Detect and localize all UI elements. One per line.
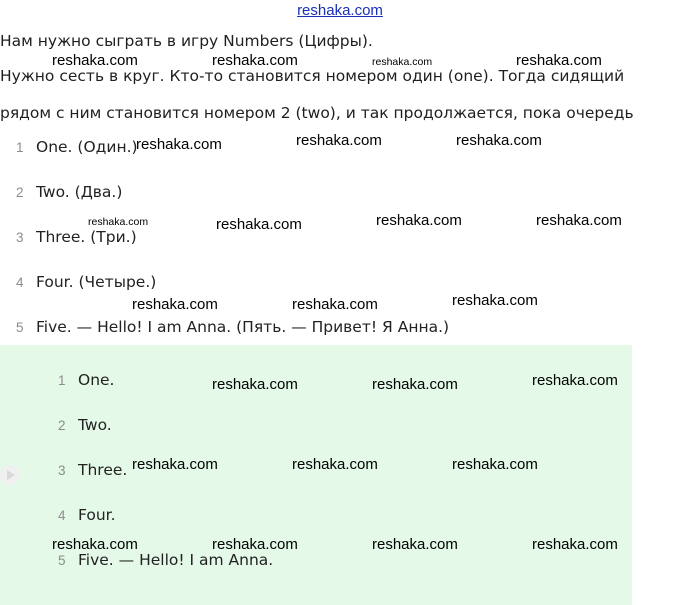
list-item-number: 3 [58,463,66,478]
list-item: Five. — Hello! I am Anna. (Пять. — Привет! Я Анна.) [36,318,450,336]
list-item: One. [78,371,115,389]
paragraph-line-3: рядом с ним становится номером 2 (two), и так продолжается, пока очередь [0,104,634,122]
list-item: Two. (Два.) [36,183,123,201]
play-icon[interactable] [0,465,20,485]
watermark: reshaka.com [212,376,298,393]
watermark: reshaka.com [136,136,222,153]
paragraph-line-2: Нужно сесть в круг. Кто-то становится номером один (one). Тогда сидящий [0,67,625,85]
watermark: reshaka.com [296,132,382,149]
watermark: reshaka.com [452,292,538,309]
list-item-number: 5 [58,553,66,568]
watermark: reshaka.com [132,456,218,473]
list-item-number: 1 [16,140,24,155]
list-item-number: 3 [16,230,24,245]
watermark: reshaka.com [532,536,618,553]
list-item: Four. [78,506,116,524]
list-item-number: 5 [16,320,24,335]
list-item-number: 2 [16,185,24,200]
watermark: reshaka.com [372,536,458,553]
watermark: reshaka.com [216,216,302,233]
watermark: reshaka.com [132,296,218,313]
list-item-number: 1 [58,373,66,388]
watermark: reshaka.com [212,536,298,553]
watermark: reshaka.com [292,296,378,313]
watermark: reshaka.com [372,56,433,68]
watermark: reshaka.com [532,372,618,389]
watermark: reshaka.com [536,212,622,229]
list-item: Five. — Hello! I am Anna. [78,551,274,569]
watermark: reshaka.com [376,212,462,229]
list-item: One. (Один.) [36,138,138,156]
list-item: Four. (Четыре.) [36,273,157,291]
paragraph-line-1: Нам нужно сыграть в игру Numbers (Цифры). [0,32,373,50]
list-item-number: 2 [58,418,66,433]
list-item-number: 4 [58,508,66,523]
watermark: reshaka.com [292,456,378,473]
watermark: reshaka.com [52,536,138,553]
site-title-link[interactable]: reshaka.com [297,2,383,19]
watermark: reshaka.com [452,456,538,473]
list-item-number: 4 [16,275,24,290]
watermark: reshaka.com [212,52,298,69]
watermark: reshaka.com [516,52,602,69]
watermark: reshaka.com [52,52,138,69]
list-item: Three. [78,461,128,479]
watermark: reshaka.com [456,132,542,149]
list-item: Two. [78,416,112,434]
watermark: reshaka.com [372,376,458,393]
watermark: reshaka.com [88,216,149,228]
list-item: Three. (Три.) [36,228,137,246]
